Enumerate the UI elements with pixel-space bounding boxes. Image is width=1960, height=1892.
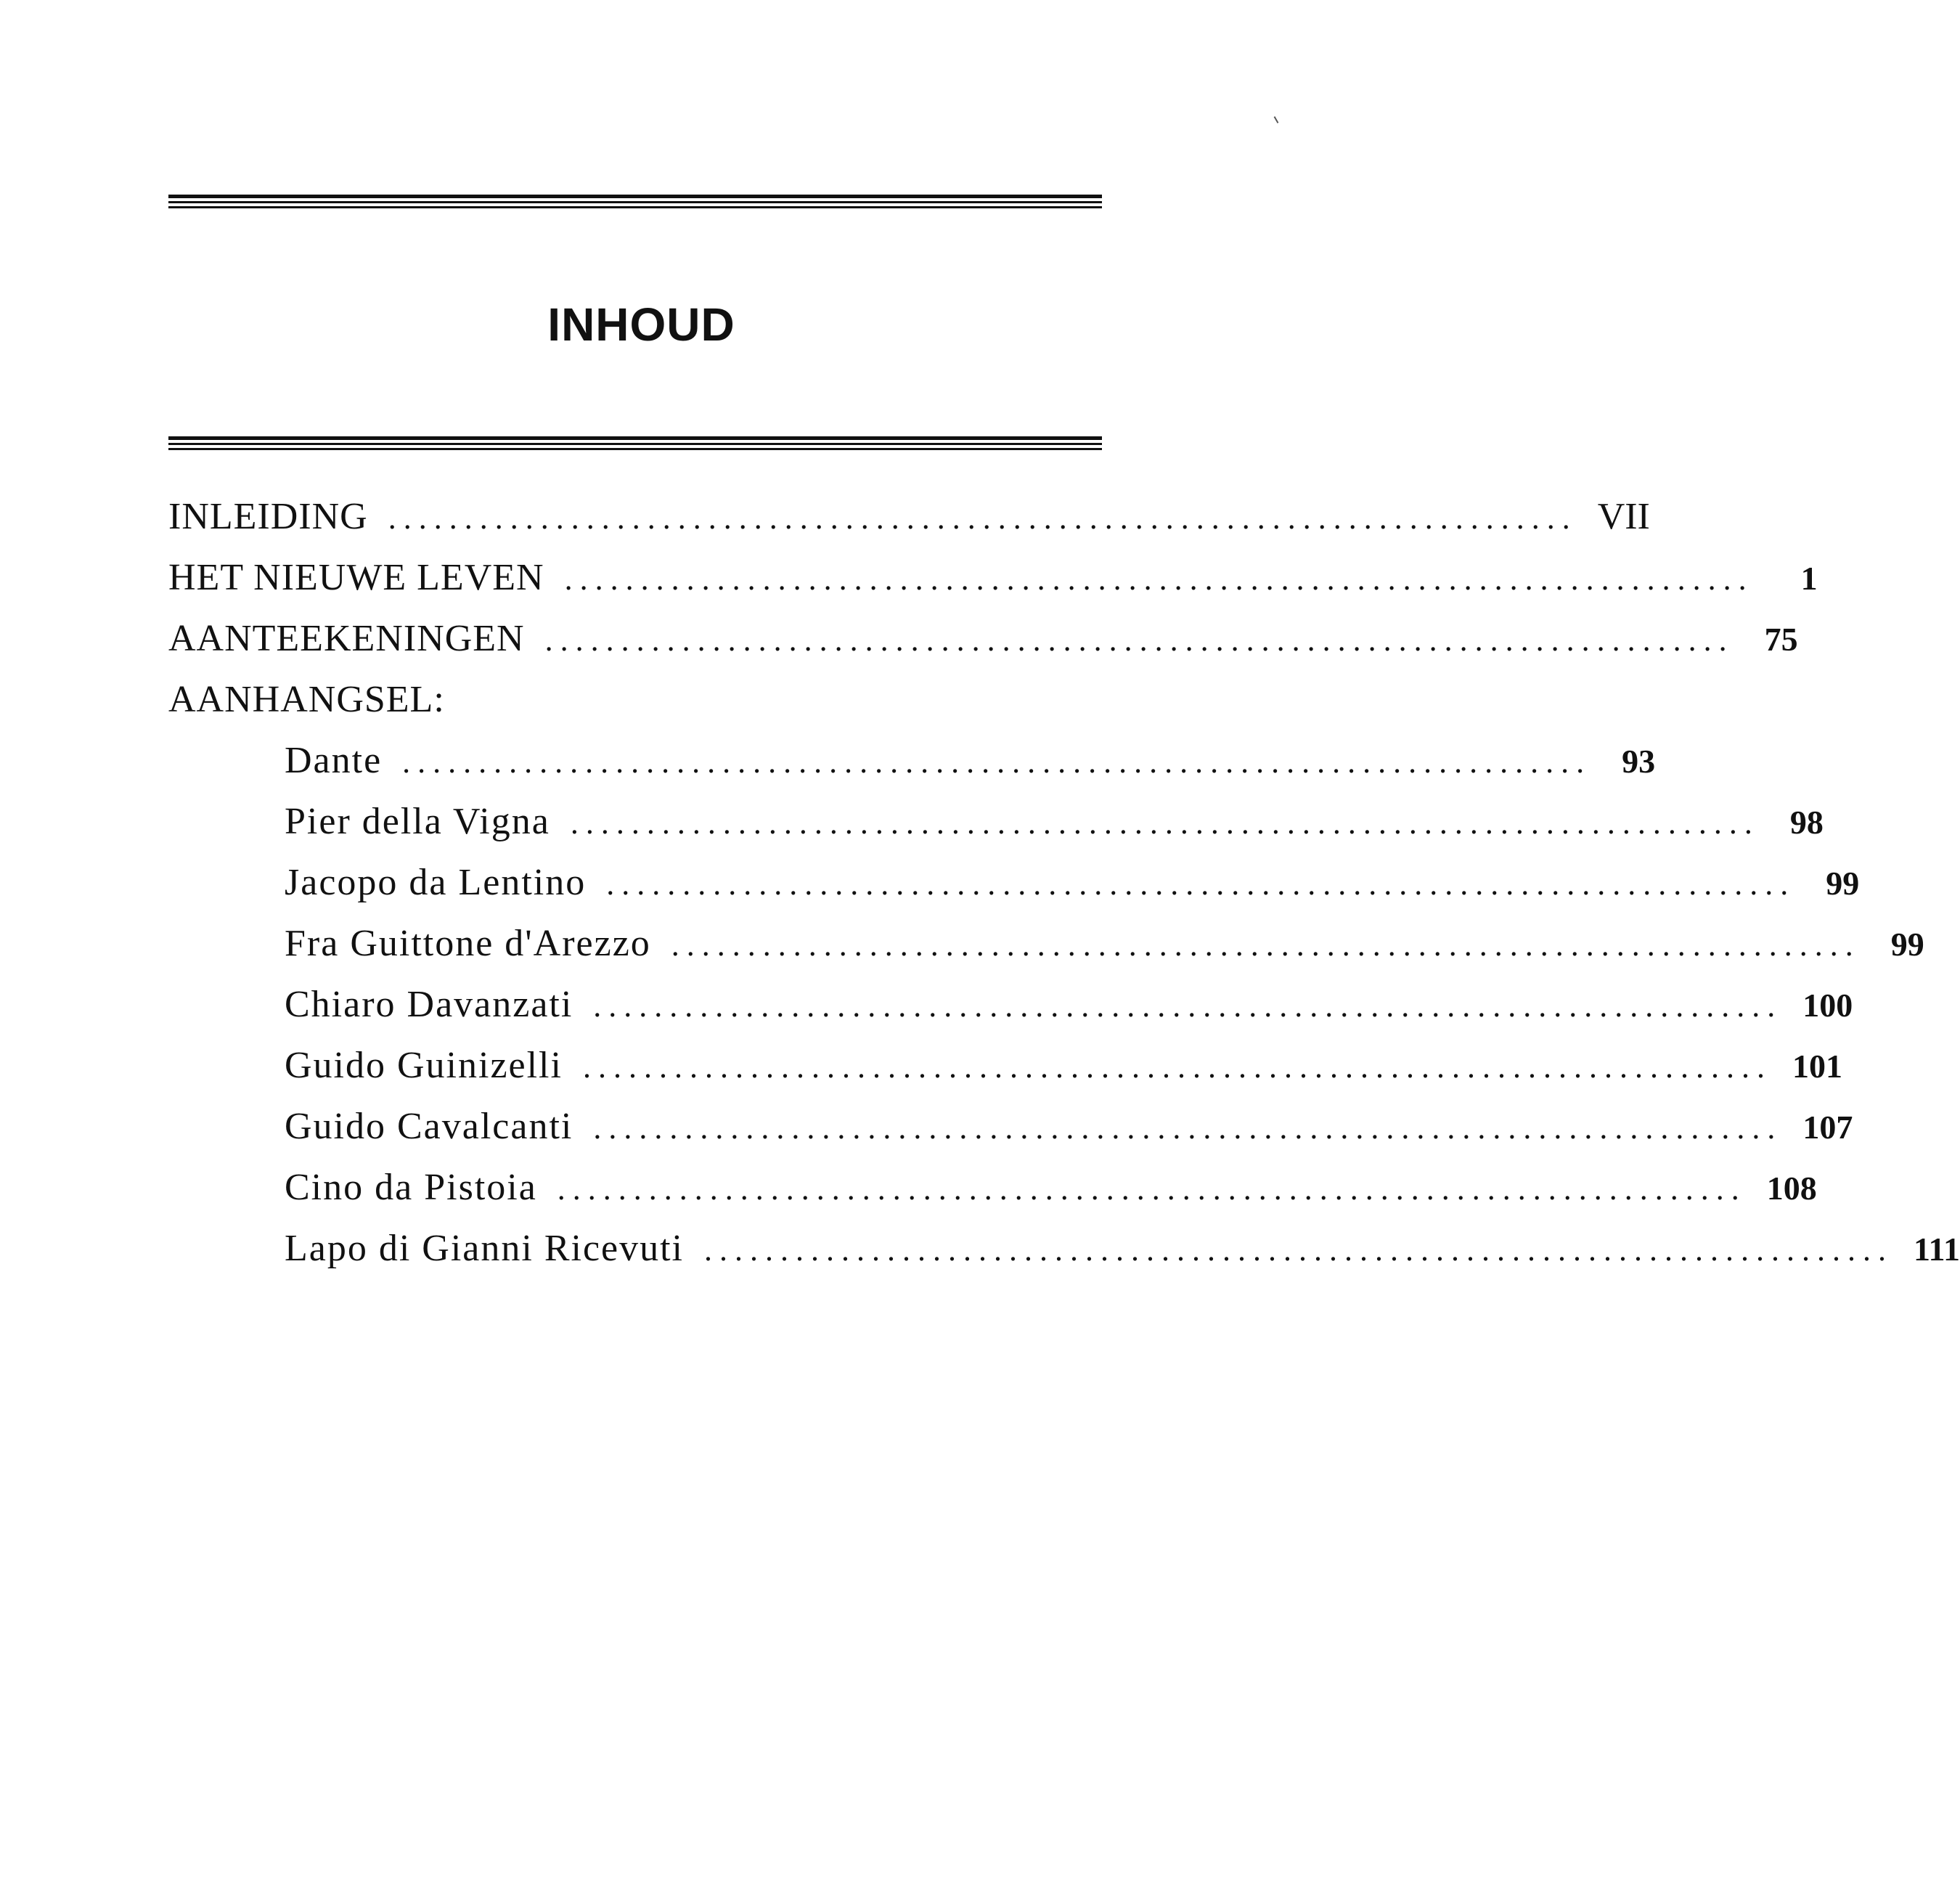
- toc-entry-page: 75: [1764, 621, 1798, 658]
- toc-subentry-page: 108: [1766, 1170, 1817, 1207]
- toc-subentry-label: Guido Guinizelli: [285, 1045, 563, 1086]
- double-rule-top: [168, 195, 1102, 208]
- toc-subentry-label: Cino da Pistoia: [285, 1167, 537, 1208]
- dot-leader: ..............................................................................: [593, 1110, 1783, 1146]
- table-of-contents: [168, 486, 1960, 1279]
- toc-subentry: [168, 1096, 1853, 1157]
- toc-entry-label: AANHANGSEL:: [168, 679, 445, 720]
- dot-leader: ..............................................................................: [388, 500, 1577, 536]
- toc-entry-label: INLEIDING: [168, 496, 368, 537]
- toc-subentry: [168, 791, 1824, 852]
- toc-subentry: [168, 730, 1656, 791]
- dot-leader: ..............................................................................: [564, 561, 1754, 597]
- toc-subentry-page: 107: [1802, 1109, 1853, 1146]
- dot-leader: ..............................................................................: [582, 1049, 1772, 1085]
- stray-mark: [1274, 116, 1279, 123]
- toc-subentry-label: Fra Guittone d'Arezzo: [285, 923, 651, 964]
- toc-subentry: [168, 1218, 1960, 1279]
- dot-leader: ..............................................................................: [606, 866, 1796, 902]
- dot-leader: ..............................................................................: [402, 744, 1592, 780]
- toc-subentry-page: 93: [1622, 743, 1656, 780]
- toc-subentry-page: 100: [1802, 987, 1853, 1024]
- dot-leader: ..............................................................................: [544, 622, 1734, 658]
- dot-leader: ..............................................................................: [570, 805, 1760, 841]
- toc-subentry-page: 99: [1890, 926, 1924, 963]
- dot-leader: ..............................................................................: [704, 1232, 1894, 1268]
- toc-entry-aanhangsel: [168, 669, 1102, 730]
- toc-entry-page: VII: [1597, 496, 1650, 537]
- toc-subentry-page: 98: [1789, 804, 1824, 841]
- dot-leader: ..............................................................................: [593, 988, 1783, 1024]
- toc-subentry-label: Dante: [285, 740, 383, 781]
- toc-entry-inleiding: [168, 486, 1650, 547]
- toc-subentry-page: 111: [1914, 1231, 1960, 1268]
- toc-entry-page: 1: [1800, 560, 1818, 597]
- toc-entry-label: HET NIEUWE LEVEN: [168, 557, 544, 598]
- toc-subentry: [168, 1157, 1817, 1218]
- toc-subentry-label: Guido Cavalcanti: [285, 1106, 573, 1147]
- double-rule-bottom: [168, 436, 1102, 450]
- toc-entry-het-nieuwe-leven: [168, 547, 1818, 608]
- toc-entry-aanteekeningen: [168, 608, 1798, 669]
- toc-subentry-label: Lapo di Gianni Ricevuti: [285, 1228, 685, 1269]
- toc-entry-label: AANTEEKENINGEN: [168, 618, 525, 659]
- toc-subentry: [168, 913, 1924, 974]
- dot-leader: ..............................................................................: [557, 1171, 1747, 1207]
- toc-subentry-page: 99: [1826, 865, 1860, 902]
- toc-subentry-label: Jacopo da Lentino: [285, 862, 587, 903]
- toc-subentry: [168, 852, 1860, 913]
- toc-subentry-label: Chiaro Davanzati: [285, 984, 573, 1025]
- dot-leader: ..............................................................................: [671, 927, 1861, 963]
- toc-subentry: [168, 974, 1853, 1035]
- page-title: INHOUD: [547, 298, 735, 351]
- toc-subentry: [168, 1035, 1842, 1096]
- toc-subentry-label: Pier della Vigna: [285, 801, 550, 842]
- toc-subentry-page: 101: [1792, 1048, 1842, 1085]
